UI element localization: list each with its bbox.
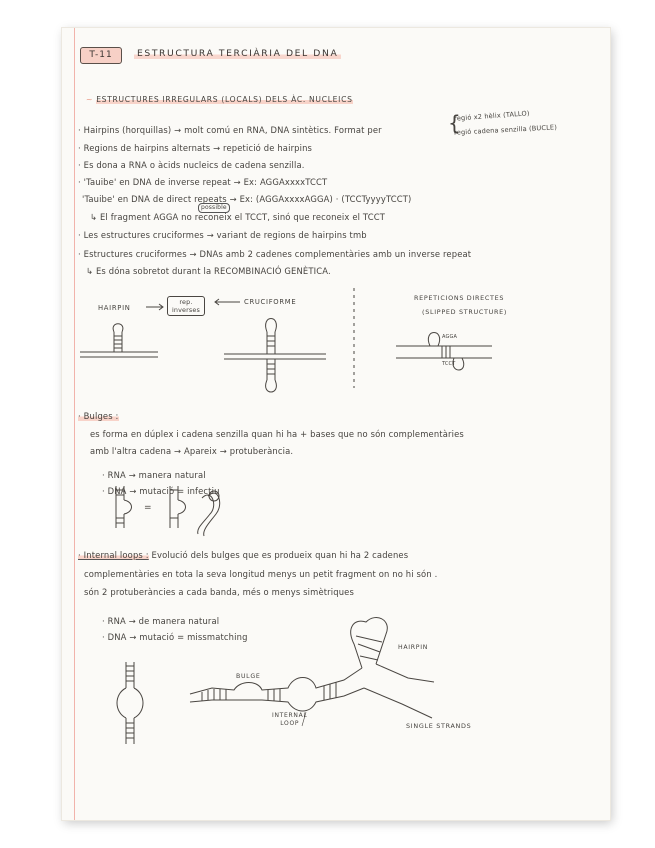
page-title: ESTRUCTURA TERCIÀRIA DEL DNA bbox=[134, 48, 341, 59]
label-cruciforme: CRUCIFORME bbox=[244, 298, 297, 306]
line-tauibe-3: ↳ El fragment AGGA no reconeix el TCCT, sinó que reconeix el TCCT bbox=[90, 212, 385, 222]
line-tauibe-2: 'Tauibe' en DNA de direct repeats → Ex: (AGGAxxxxAGGA) · (TCCTyyyyTCCT) bbox=[82, 194, 412, 204]
seq-agga-top: AGGA bbox=[442, 334, 458, 340]
bulges-line-1: es forma en dúplex i cadena senzilla quan hi ha + bases que no són complementàries bbox=[90, 429, 464, 439]
internal-loops-line-3: són 2 protuberàncies a cada banda, més o menys simètriques bbox=[84, 587, 354, 597]
equals-sign: = bbox=[144, 503, 152, 513]
internal-loops-line-2: complementàries en tota la seva longitud menys un petit fragment on no hi són . bbox=[84, 569, 438, 579]
line-cruciformes-b: · Estructures cruciformes → DNAs amb 2 cadenes complementàries amb un inverse repeat bbox=[78, 249, 472, 259]
inverse-box-line2: inverses bbox=[172, 306, 200, 314]
line-hairpins: · Hairpins (horquillas) → molt comú en RNA, DNA sintètics. Format per bbox=[78, 125, 382, 135]
line-cruciformes-c: ↳ Es dóna sobretot durant la RECOMBINACIÓ GENÈTICA. bbox=[86, 266, 331, 276]
bulges-heading-text: · Bulges : bbox=[78, 411, 119, 421]
internal-loops-dna: · DNA → mutació = missmatching bbox=[102, 632, 248, 642]
internal-loops-heading: · Internal loops : bbox=[78, 550, 149, 560]
line-rna: · Es dona a RNA o àcids nucleics de cadena senzilla. bbox=[78, 160, 305, 170]
bulges-dna: · DNA → mutació = infectiu bbox=[102, 486, 220, 496]
internal-loops-line1-rest: Evolució dels bulges que es produeix quan hi ha 2 cadenes bbox=[151, 550, 409, 560]
label-repeticions: REPETICIONS DIRECTES bbox=[414, 294, 505, 302]
seq-tcct-bottom: TCCT bbox=[442, 361, 456, 367]
label-internal-loop-2: LOOP bbox=[280, 720, 300, 727]
bulges-rna: · RNA → manera natural bbox=[102, 470, 206, 480]
label-slipped: (SLIPPED STRUCTURE) bbox=[422, 308, 508, 316]
int-loop-left bbox=[117, 688, 126, 718]
int-loop-right bbox=[134, 688, 143, 718]
internal-loop-pointer bbox=[302, 712, 306, 726]
line-tauibe-1: · 'Tauibe' en DNA de inverse repeat → Ex: AGGAxxxxTCCT bbox=[78, 177, 328, 187]
internal-loops-rna: · RNA → de manera natural bbox=[102, 616, 220, 626]
inverse-box-line1: rep. bbox=[179, 298, 193, 306]
single-strand-2 bbox=[376, 664, 434, 682]
label-hairpin-2: HAIRPIN bbox=[398, 644, 429, 651]
line-hairpins-stem: regió x2 hèlix (TALLO) bbox=[453, 109, 530, 123]
topic-code-badge: T-11 bbox=[80, 47, 122, 64]
hairpin-head bbox=[351, 618, 388, 668]
label-hairpin: HAIRPIN bbox=[98, 304, 131, 312]
line-cruciformes-a: · Les estructures cruciformes → variant de regions de hairpins tmb bbox=[78, 230, 367, 240]
single-strand-1 bbox=[364, 688, 432, 718]
section-title: ESTRUCTURES IRREGULARS (LOCALS) DELS ÀC. NUCLEICS bbox=[96, 95, 353, 104]
dash-bullet: ~ bbox=[86, 95, 97, 104]
notebook-page bbox=[62, 28, 610, 820]
label-internal-loop-1: INTERNAL bbox=[272, 712, 308, 719]
possible-note: possible bbox=[198, 203, 230, 213]
label-bulge: BULGE bbox=[236, 673, 261, 680]
line-regions: · Regions de hairpins alternats → repetició de hairpins bbox=[78, 143, 313, 153]
diagram2-drawing bbox=[62, 28, 610, 820]
bulges-line-2: amb l'altra cadena → Apareix → protuberància. bbox=[90, 446, 294, 456]
brace-icon: { bbox=[448, 111, 461, 135]
line-hairpins-loop: regió cadena senzilla (BUCLE) bbox=[453, 123, 558, 137]
label-single-strands: SINGLE STRANDS bbox=[406, 722, 472, 730]
